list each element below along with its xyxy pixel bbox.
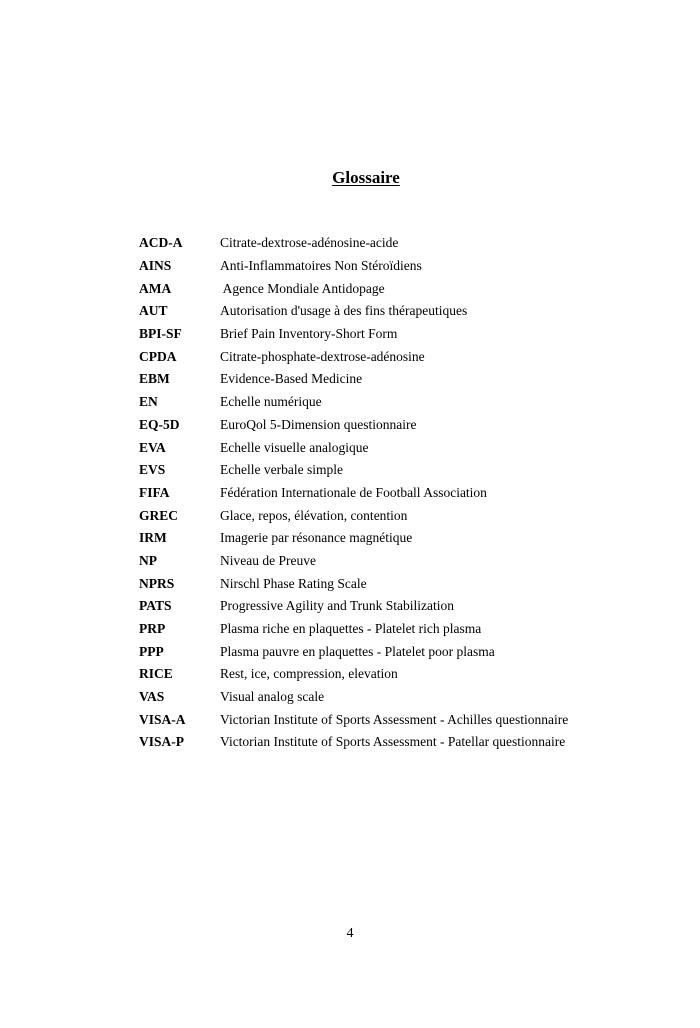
glossary-entry: [139, 345, 659, 368]
glossary-abbreviation: AINS: [139, 258, 172, 274]
glossary-abbreviation: VAS: [139, 689, 165, 705]
glossary-definition: Citrate-dextrose-adénosine-acide: [220, 235, 399, 251]
glossary-abbreviation: CPDA: [139, 348, 177, 364]
glossary-entry: [139, 436, 659, 459]
glossary-entry: [139, 232, 659, 255]
glossary-abbreviation: VISA-P: [139, 734, 185, 750]
glossary-abbreviation: EBM: [139, 371, 170, 387]
glossary-abbreviation: BPI-SF: [139, 326, 182, 342]
glossary-abbreviation: PATS: [139, 598, 172, 614]
glossary-entry: [139, 459, 659, 482]
glossary-definition: Plasma pauvre en plaquettes - Platelet poor plasma: [220, 643, 495, 659]
glossary-definition: Brief Pain Inventory-Short Form: [220, 326, 398, 342]
glossary-abbreviation: IRM: [139, 530, 167, 546]
glossary-entry: [139, 323, 659, 346]
glossary-abbreviation: EN: [139, 394, 158, 410]
glossary-definition: Imagerie par résonance magnétique: [220, 530, 413, 546]
glossary-abbreviation: AMA: [139, 280, 172, 296]
glossary-entry: [139, 527, 659, 550]
glossary-abbreviation: RICE: [139, 666, 173, 682]
glossary-definition: EuroQol 5-Dimension questionnaire: [220, 416, 417, 432]
glossary-entry: [139, 572, 659, 595]
glossary-abbreviation: ACD-A: [139, 235, 183, 251]
glossary-entry: [139, 595, 659, 618]
page-number: 4: [346, 926, 354, 941]
glossary-abbreviation: PRP: [139, 621, 166, 637]
glossary-entry: [139, 618, 659, 641]
glossary-entry: [139, 663, 659, 686]
glossary-abbreviation: GREC: [139, 507, 179, 523]
glossary-entry: [139, 731, 659, 754]
glossary-entry: [139, 708, 659, 731]
glossary-definition: Rest, ice, compression, elevation: [220, 666, 398, 682]
glossary-definition: Echelle visuelle analogique: [220, 439, 369, 455]
glossary-entry: [139, 482, 659, 505]
glossary-entry: [139, 686, 659, 709]
glossary-abbreviation: EVS: [139, 462, 166, 478]
glossary-entry: [139, 640, 659, 663]
glossary-entry: [139, 414, 659, 437]
glossary-entry: [139, 550, 659, 573]
glossary-abbreviation: NP: [139, 552, 157, 568]
glossary-abbreviation: NPRS: [139, 575, 175, 591]
glossary-abbreviation: EQ-5D: [139, 416, 180, 432]
glossary-definition: Echelle verbale simple: [220, 462, 343, 478]
glossary-abbreviation: FIFA: [139, 484, 170, 500]
glossary-abbreviation: VISA-A: [139, 711, 186, 727]
glossary-definition: Glace, repos, élévation, contention: [220, 507, 408, 523]
glossary-definition: Echelle numérique: [220, 394, 322, 410]
glossary-definition: Niveau de Preuve: [220, 552, 316, 568]
glossary-list: [139, 232, 659, 754]
glossary-entry: [139, 391, 659, 414]
glossary-abbreviation: PPP: [139, 643, 164, 659]
glossary-definition: Plasma riche en plaquettes - Platelet rich plasma: [220, 621, 482, 637]
glossary-definition: Autorisation d'usage à des fins thérapeutiques: [220, 303, 468, 319]
glossary-definition: Fédération Internationale de Football Association: [220, 484, 487, 500]
glossary-definition: Nirschl Phase Rating Scale: [220, 575, 367, 591]
glossary-entry: [139, 277, 659, 300]
glossary-entry: [139, 300, 659, 323]
glossary-entry: [139, 368, 659, 391]
glossary-definition: Evidence-Based Medicine: [220, 371, 363, 387]
glossary-entry: [139, 255, 659, 278]
glossary-abbreviation: EVA: [139, 439, 166, 455]
glossary-entry: [139, 504, 659, 527]
glossary-definition: Victorian Institute of Sports Assessment - Achilles questionnaire: [220, 711, 569, 727]
glossary-definition: Victorian Institute of Sports Assessment - Patellar questionnaire: [220, 734, 566, 750]
glossary-definition: Visual analog scale: [220, 689, 325, 705]
glossary-definition: Progressive Agility and Trunk Stabilization: [220, 598, 455, 614]
glossary-definition: Citrate-phosphate-dextrose-adénosine: [220, 348, 425, 364]
glossary-definition: Agence Mondiale Antidopage: [220, 280, 385, 296]
glossary-definition: Anti-Inflammatoires Non Stéroïdiens: [220, 258, 422, 274]
page-title: Glossaire: [332, 168, 400, 187]
glossary-abbreviation: AUT: [139, 303, 168, 319]
